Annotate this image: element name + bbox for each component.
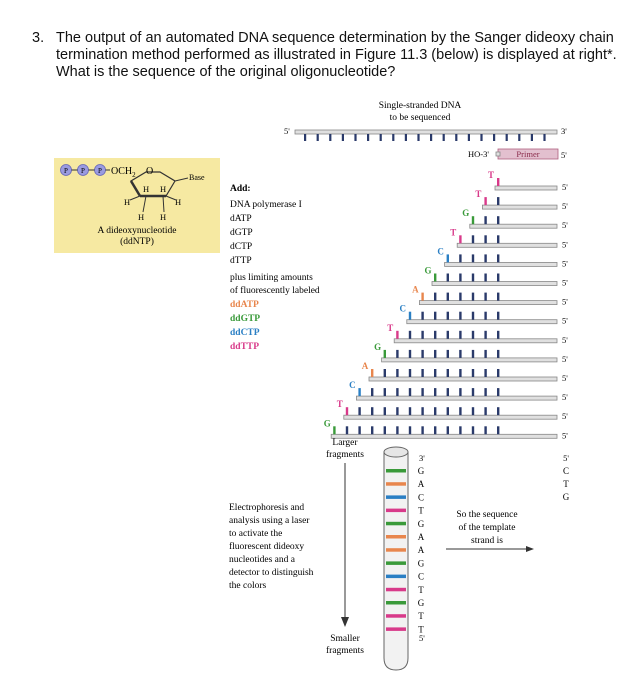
fragment-base-tick	[472, 254, 474, 262]
fragment-base-tick	[497, 197, 499, 205]
fragment-base-tick	[421, 426, 423, 434]
h-label: H	[175, 197, 182, 207]
terminal-base-label: T	[336, 399, 343, 410]
fragment-base-tick	[396, 426, 398, 434]
fragment	[400, 304, 569, 326]
larger-label: Larger	[332, 438, 358, 448]
fragment-base-tick	[484, 235, 486, 243]
ddntp-label: ddCTP	[230, 328, 260, 338]
fragment-base-tick	[409, 407, 411, 415]
terminal-base-label: C	[399, 303, 407, 314]
fragment-base-tick	[371, 369, 373, 377]
gel-base-letter: C	[417, 492, 425, 503]
fragment-strand	[432, 282, 557, 286]
fragment-base-tick	[472, 216, 474, 224]
fragment-base-tick	[459, 312, 461, 320]
template-seq-letter: G	[562, 492, 570, 502]
fragment-base-tick	[459, 350, 461, 358]
fragment-base-tick	[472, 407, 474, 415]
fragment-five-prime: 5'	[562, 296, 568, 307]
h-label: H	[160, 212, 167, 222]
fragment-base-tick	[472, 369, 474, 377]
fragment-base-tick	[409, 388, 411, 396]
fragment-strand	[344, 415, 557, 419]
gel-band	[386, 495, 406, 499]
h-label: H	[160, 184, 167, 194]
fragment	[462, 208, 568, 230]
smaller-label: Smaller	[330, 634, 360, 644]
fragment-base-tick	[434, 407, 436, 415]
fragment-base-tick	[472, 293, 474, 301]
fragment-base-tick	[459, 388, 461, 396]
fragment-five-prime: 5'	[562, 201, 568, 212]
fragment	[387, 323, 568, 345]
fragment-strand	[495, 186, 557, 190]
gel-band	[386, 627, 406, 631]
terminal-base-label: G	[374, 341, 382, 352]
fragment-base-tick	[434, 350, 436, 358]
fragment-base-tick	[409, 312, 411, 320]
fragment-base-tick	[371, 426, 373, 434]
gel-base-letter: A	[417, 479, 425, 490]
so-sequence-text: So the sequence	[456, 510, 518, 520]
fragment-base-tick	[497, 369, 499, 377]
template-base-tick	[480, 134, 482, 141]
terminal-base-label: T	[487, 170, 495, 180]
fragment-base-tick	[459, 293, 461, 301]
so-sequence-text-2: of the template	[458, 523, 516, 533]
fragment-base-tick	[421, 293, 423, 301]
fragment-base-tick	[358, 388, 360, 396]
fragment-base-tick	[447, 388, 449, 396]
so-sequence-text-3: strand is	[471, 536, 503, 546]
gel-band	[386, 482, 406, 486]
fragment-strand	[419, 301, 557, 305]
electro-line: analysis using a laser	[229, 516, 310, 526]
fragment-base-tick	[497, 293, 499, 301]
fragment-base-tick	[384, 388, 386, 396]
electro-line: Electrophoresis and	[229, 503, 305, 513]
fragment-base-tick	[434, 426, 436, 434]
gel-band	[386, 469, 406, 473]
phosphate-label: P	[81, 167, 85, 175]
fragment-base-tick	[484, 254, 486, 262]
primer-five-prime: 5'	[561, 150, 567, 160]
gel-band	[386, 561, 406, 565]
fragment-base-tick	[472, 426, 474, 434]
fragment	[437, 246, 568, 268]
fragment-base-tick	[409, 426, 411, 434]
template-base-tick	[342, 134, 344, 141]
fragment-base-tick	[497, 254, 499, 262]
ddntp-label: ddTTP	[230, 342, 260, 352]
fragment-five-prime: 5'	[562, 373, 568, 383]
fragment-base-tick	[409, 331, 411, 339]
fragment-strand	[369, 377, 557, 381]
fragment-base-tick	[384, 350, 386, 358]
template-base-tick	[506, 134, 508, 141]
fragment-base-tick	[421, 312, 423, 320]
result-arrow-head	[526, 546, 534, 552]
fragment-five-prime: 5'	[562, 353, 568, 364]
reagent: dCTP	[230, 242, 253, 252]
gel-base-letter: T	[418, 611, 424, 622]
fragment-base-tick	[484, 426, 486, 434]
gel-base-letter: C	[417, 571, 425, 582]
fragment-base-tick	[447, 312, 449, 320]
fragment-base-tick	[497, 216, 499, 224]
smaller-label-2: fragments	[326, 646, 364, 656]
fragment-strand	[394, 339, 557, 343]
add-title: Add:	[230, 184, 251, 194]
fragment-strand	[470, 224, 557, 228]
fragment-base-tick	[396, 407, 398, 415]
fragment-base-tick	[497, 426, 499, 434]
reagent-list	[230, 184, 320, 352]
gel-three-prime: 3'	[419, 453, 425, 463]
question-number: 3.	[32, 30, 45, 46]
gel-base-letter: G	[417, 598, 425, 608]
phosphate-label: P	[98, 167, 102, 175]
fragment-base-tick	[472, 350, 474, 358]
fragment-five-prime: 5'	[562, 430, 568, 441]
template-three-prime: 3'	[561, 126, 567, 136]
h-label: H	[124, 197, 131, 207]
h-label: H	[138, 212, 145, 222]
fragment-five-prime: 5'	[562, 334, 568, 345]
gel-band	[386, 601, 406, 605]
primer-label: Primer	[516, 149, 540, 159]
template-base-tick	[443, 134, 445, 141]
fragment-base-tick	[384, 407, 386, 415]
terminal-base-label: A	[361, 361, 369, 371]
fragment-base-tick	[358, 426, 360, 434]
reagent: dATP	[230, 214, 252, 224]
template-base-tick	[380, 134, 382, 141]
template-base-tick	[531, 134, 533, 141]
template-seq-letter: C	[562, 466, 570, 476]
fragment-base-tick	[484, 197, 486, 205]
fragment-strand	[457, 243, 557, 247]
fragment-base-tick	[459, 254, 461, 262]
fragment-base-tick	[434, 388, 436, 396]
gel-band	[386, 548, 406, 552]
gel-base-letter: T	[418, 584, 424, 595]
fragment-five-prime: 5'	[562, 411, 568, 422]
template-base-tick	[392, 134, 394, 141]
template-base-tick	[317, 134, 319, 141]
fragment	[337, 399, 568, 421]
fragment	[424, 266, 568, 288]
reagent: dGTP	[230, 228, 253, 238]
fragment-strand	[482, 205, 557, 209]
size-arrow-head	[341, 617, 349, 627]
fragment-base-tick	[484, 331, 486, 339]
fragment-base-tick	[434, 293, 436, 301]
fragment-base-tick	[396, 350, 398, 358]
fragment-base-tick	[484, 407, 486, 415]
electro-line: nucleotides and a	[229, 555, 295, 565]
fragment-base-tick	[484, 216, 486, 224]
gel-band	[386, 509, 406, 512]
fragment-base-tick	[497, 350, 499, 358]
template-base-tick	[430, 134, 432, 141]
fragment-base-tick	[447, 426, 449, 434]
fragment-base-tick	[409, 350, 411, 358]
fragment-base-tick	[447, 293, 449, 301]
ddntp-label: ddATP	[230, 300, 259, 310]
gel-base-letter: A	[417, 532, 425, 542]
template-base-tick	[405, 134, 407, 141]
question-text: The output of an automated DNA sequence determination by the Sanger dideoxy chain termination method performed as illustrated in Figure 11.3 (below) is displayed at right*. What is the sequence of the original oligonucleotide?	[56, 30, 617, 80]
fragment-base-tick	[484, 274, 486, 282]
fragment-base-tick	[497, 178, 499, 186]
template-label-2: to be sequenced	[389, 113, 451, 123]
gel-band	[386, 614, 406, 618]
gel-band	[386, 522, 406, 526]
fragment-base-tick	[371, 388, 373, 396]
template-base-tick	[543, 134, 545, 141]
terminal-base-label: A	[412, 284, 419, 295]
template-strand	[284, 126, 567, 141]
fragment-base-tick	[396, 331, 398, 339]
gel-band	[386, 575, 406, 579]
fragment-five-prime: 5'	[562, 392, 568, 403]
limiting-text-2: of fluorescently labeled	[230, 286, 320, 296]
fragment-base-tick	[384, 369, 386, 377]
template-five-prime: 5'	[284, 126, 290, 136]
fragment-base-tick	[459, 407, 461, 415]
gel-base-letter: A	[417, 545, 425, 556]
template-seq-letter: T	[563, 479, 569, 489]
fragment	[475, 189, 568, 211]
fragment-base-tick	[497, 312, 499, 320]
gel-band	[386, 588, 406, 592]
fragment-base-tick	[434, 331, 436, 339]
fragment-base-tick	[447, 254, 449, 262]
gel-base-letter: G	[417, 558, 425, 569]
template-base-tick	[468, 134, 470, 141]
template-base-tick	[329, 134, 331, 141]
fragment-base-tick	[472, 235, 474, 243]
fragment-five-prime: 5'	[562, 277, 568, 288]
terminal-base-label: T	[450, 227, 457, 238]
fragment	[349, 380, 568, 402]
fragment-strand	[382, 358, 557, 362]
base-label: Base	[189, 173, 205, 182]
gel-base-letter: G	[417, 466, 425, 476]
electrophoresis-text	[229, 503, 314, 591]
fragment-base-tick	[384, 426, 386, 434]
template-base-tick	[304, 134, 306, 141]
fragment-base-tick	[459, 274, 461, 282]
ddntp-caption-abbrev: (ddNTP)	[120, 237, 154, 247]
gel-five-prime: 5'	[419, 633, 425, 643]
fragment-base-tick	[396, 369, 398, 377]
terminal-base-label: G	[462, 208, 470, 219]
ddntp-label: ddGTP	[230, 314, 261, 324]
fragment-base-tick	[421, 407, 423, 415]
fragment	[362, 361, 569, 383]
fragment-base-tick	[447, 369, 449, 377]
fragment-base-tick	[447, 274, 449, 282]
fragment-base-tick	[371, 407, 373, 415]
terminal-base-label: T	[387, 322, 394, 333]
primer	[468, 149, 567, 160]
fragment	[374, 342, 568, 364]
fragment-base-tick	[358, 407, 360, 415]
template-base-tick	[417, 134, 419, 141]
electro-line: detector to distinguish	[229, 568, 314, 578]
fragment-base-tick	[459, 235, 461, 243]
fragment-base-tick	[459, 426, 461, 434]
fragment-base-tick	[434, 274, 436, 282]
ddntp-caption: A dideoxynucleotide	[97, 226, 177, 236]
fragment-base-tick	[409, 369, 411, 377]
h-label: H	[143, 184, 150, 194]
och2-label: $OCH_2$	[111, 166, 136, 179]
fragment-base-tick	[472, 274, 474, 282]
electro-line: fluorescent dideoxy	[229, 542, 305, 552]
primer-ho: HO-3'	[468, 149, 489, 159]
fragment-five-prime: 5'	[562, 315, 568, 326]
fragment-base-tick	[472, 312, 474, 320]
fragment-base-tick	[421, 369, 423, 377]
fragment-base-tick	[447, 407, 449, 415]
fragment-five-prime: 5'	[562, 182, 568, 192]
fragment-base-tick	[396, 388, 398, 396]
template-base-tick	[455, 134, 457, 141]
fragment-base-tick	[484, 312, 486, 320]
gel-base-letter: T	[418, 505, 424, 516]
fragment-base-tick	[484, 350, 486, 358]
template-label: Single-stranded DNA	[378, 101, 462, 111]
electro-line: to activate the	[229, 529, 283, 539]
fragment-base-tick	[497, 407, 499, 415]
gel-tube	[384, 447, 425, 670]
template-base-tick	[354, 134, 356, 141]
gel-band	[386, 535, 406, 539]
fragment-strand	[356, 396, 557, 400]
terminal-base-label: G	[424, 265, 432, 276]
fragment	[412, 285, 568, 307]
gel-base-letter: G	[417, 518, 425, 529]
fragment-base-tick	[421, 350, 423, 358]
fragment-base-tick	[447, 331, 449, 339]
fragment-base-tick	[346, 426, 348, 434]
terminal-base-label: T	[475, 189, 482, 200]
terminal-base-label: C	[349, 380, 356, 391]
template-base-tick	[493, 134, 495, 141]
fragment-base-tick	[497, 331, 499, 339]
fragment-base-tick	[472, 331, 474, 339]
terminal-base-label: G	[323, 418, 331, 429]
fragment-base-tick	[434, 369, 436, 377]
fragment-base-tick	[421, 388, 423, 396]
fragment-ladder	[324, 170, 569, 440]
fragment-base-tick	[472, 388, 474, 396]
fragment-base-tick	[497, 235, 499, 243]
reagent: dTTP	[230, 256, 252, 266]
fragment-base-tick	[333, 426, 335, 434]
fragment-base-tick	[447, 350, 449, 358]
larger-label-2: fragments	[326, 450, 364, 460]
terminal-base-label: C	[437, 246, 444, 257]
fragment-base-tick	[421, 331, 423, 339]
phosphate-label: P	[64, 167, 68, 175]
fragment-five-prime: 5'	[562, 239, 568, 250]
electro-line: the colors	[229, 581, 267, 591]
template-base-tick	[518, 134, 520, 141]
fragment	[324, 418, 569, 440]
fragment-five-prime: 5'	[562, 258, 568, 269]
fragment	[450, 227, 568, 249]
fragment-base-tick	[484, 388, 486, 396]
ring-oxygen: O	[146, 166, 154, 177]
fragment-base-tick	[459, 369, 461, 377]
limiting-text: plus limiting amounts	[230, 273, 313, 283]
fragment-base-tick	[484, 369, 486, 377]
fragment-base-tick	[497, 388, 499, 396]
template-base-tick	[367, 134, 369, 141]
fragment-strand	[331, 434, 557, 438]
fragment-base-tick	[497, 274, 499, 282]
fragment-base-tick	[346, 407, 348, 415]
fragment-base-tick	[434, 312, 436, 320]
fragment-five-prime: 5'	[562, 220, 568, 231]
gel-base-letter: T	[418, 624, 424, 635]
fragment-strand	[407, 320, 557, 324]
fragment	[488, 170, 568, 192]
template-seq-five-prime: 5'	[563, 453, 569, 463]
reagent: DNA polymerase I	[230, 200, 302, 210]
fragment-base-tick	[484, 293, 486, 301]
fragment-strand	[445, 262, 557, 266]
fragment-base-tick	[459, 331, 461, 339]
